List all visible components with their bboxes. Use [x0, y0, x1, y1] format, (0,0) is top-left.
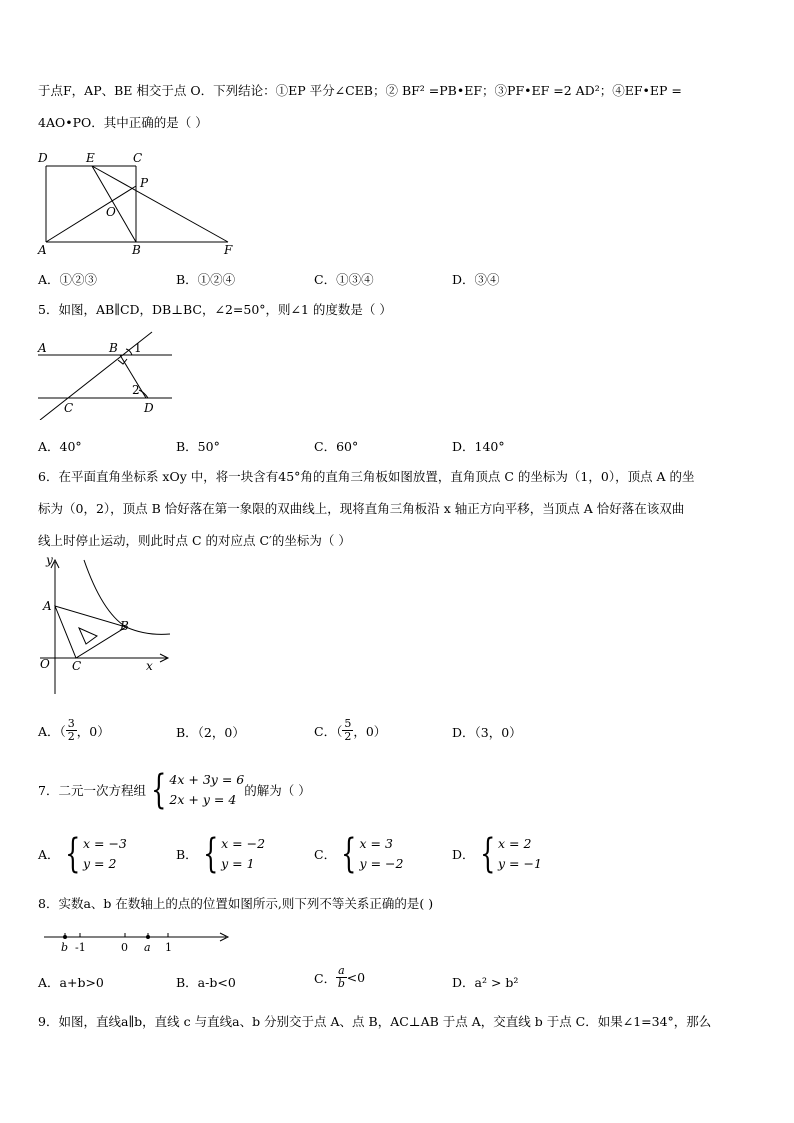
q7-question [38, 767, 311, 813]
q8-option-c-prefix: C． [314, 970, 337, 986]
q5-figure [36, 330, 176, 420]
q6-figure [36, 552, 176, 698]
q7-option-b[interactable] [176, 831, 266, 877]
q4-option-b[interactable]: B．①②④ [176, 272, 236, 287]
q6-label-C: C [72, 659, 82, 673]
q6-option-c-fraction [342, 718, 353, 743]
q5-option-b[interactable]: B．50° [176, 439, 220, 454]
q6-option-a-fraction [66, 718, 77, 743]
q5-label-2: 2 [132, 383, 140, 397]
q5-option-d[interactable]: D．140° [452, 439, 505, 454]
q6-text-line3: 线上时停止运动，则此时点 C 的对应点 C′的坐标为（ ） [38, 533, 351, 548]
q8-number-line [40, 926, 234, 956]
q7-suffix: 的解为（ ） [244, 783, 311, 798]
q7-option-d-eq2: y = −1 [497, 856, 542, 871]
q5-text: 5．如图，AB∥CD，DB⊥BC，∠2=50°，则∠1 的度数是（ ） [38, 302, 392, 317]
q9-text: 9．如图，直线a∥b，直线 c 与直线a、b 分别交于点 A、点 B，AC⊥AB 于点 A，交直线 b 于点 C．如果∠1=34°，那么 [38, 1014, 712, 1029]
q6-label-A: A [43, 599, 52, 613]
q4-label-A: A [38, 243, 47, 256]
q6-option-c-denominator: 2 [344, 730, 352, 743]
q4-label-P: P [140, 176, 149, 190]
q7-option-d-eq1: x = 2 [497, 836, 532, 851]
q6-label-y: y [46, 553, 53, 567]
q7-option-c-eq2: y = −2 [359, 856, 404, 871]
q7-option-a-brace-icon: { [64, 831, 80, 877]
q6-text-line1: 6．在平面直角坐标系 xOy 中，将一块含有45°角的直角三角板如图放置，直角顶点 C 的坐标为（1，0），顶点 A 的坐 [38, 469, 695, 484]
q8-option-c-fraction [336, 965, 347, 990]
q4-text-line1: 于点F，AP、BE 相交于点 O．下列结论：①EP 平分∠CEB；② BF² =PB•EF；③PF•EF =2 AD²；④EF•EP = [38, 83, 682, 98]
q5-label-C: C [64, 401, 74, 415]
q5-option-a[interactable]: A．40° [38, 439, 82, 454]
q4-option-d[interactable]: D．③④ [452, 272, 500, 287]
q7-option-c[interactable] [314, 831, 404, 877]
q7-option-b-eq2: y = 1 [221, 856, 255, 871]
q7-equation-2: 2x + y = 4 [169, 792, 237, 807]
q6-option-c-prefix: C．（ [314, 723, 343, 739]
q6-option-a-numerator: 3 [67, 717, 75, 730]
q7-option-c-brace-icon: { [341, 831, 357, 877]
q6-option-d[interactable]: D．（3，0） [452, 725, 522, 740]
q8-label-1: 1 [165, 941, 172, 954]
q6-option-a-denominator: 2 [67, 730, 75, 743]
q6-option-c-suffix: ，0） [353, 723, 387, 739]
q7-option-a[interactable] [38, 831, 127, 877]
q6-option-c[interactable] [314, 718, 386, 743]
q7-option-b-eq1: x = −2 [221, 836, 266, 851]
q4-figure [36, 148, 246, 256]
q8-option-c-suffix: <0 [346, 970, 366, 985]
q4-label-F: F [224, 243, 233, 256]
q7-option-a-eq2: y = 2 [82, 856, 117, 871]
q6-label-x: x [146, 659, 153, 673]
q4-label-B: B [132, 243, 141, 256]
q8-label-neg1: -1 [75, 941, 86, 954]
q7-prefix: 7．二元一次方程组 [38, 783, 146, 798]
q6-label-B: B [120, 619, 129, 633]
q8-option-c[interactable] [314, 965, 365, 990]
q7-brace-icon: { [151, 767, 167, 813]
q8-label-b: b [61, 941, 69, 954]
q7-option-d[interactable] [452, 831, 542, 877]
q7-equation-system [169, 770, 244, 810]
q6-option-b[interactable]: B．（2，0） [176, 725, 245, 740]
q7-equation-1: 4x + 3y = 6 [169, 772, 245, 787]
q4-option-a[interactable]: A．①②③ [38, 272, 98, 287]
q8-option-d[interactable]: D．a² > b² [452, 975, 519, 990]
q7-option-c-label: C． [314, 847, 337, 862]
q4-label-O: O [106, 205, 116, 219]
q4-label-E: E [86, 151, 95, 165]
q7-option-a-eq1: x = −3 [82, 836, 127, 851]
q7-option-a-label: A． [38, 847, 60, 862]
q8-option-a[interactable]: A．a+b>0 [38, 975, 104, 990]
q6-text-line2: 标为（0，2），顶点 B 恰好落在第一象限的双曲线上，现将直角三角板沿 x 轴正方向平移，当顶点 A 恰好落在该双曲 [38, 501, 685, 516]
q7-option-c-eq1: x = 3 [359, 836, 393, 851]
q6-option-a[interactable] [38, 718, 110, 743]
q8-text: 8．实数a、b 在数轴上的点的位置如图所示,则下列不等关系正确的是( ) [38, 896, 434, 911]
q4-text-line2: 4AO•PO．其中正确的是（ ） [38, 115, 208, 130]
q4-option-c[interactable]: C．①③④ [314, 272, 374, 287]
q7-option-b-brace-icon: { [202, 831, 219, 877]
q7-option-d-brace-icon: { [479, 831, 495, 877]
q6-option-a-suffix: ，0） [76, 723, 110, 739]
q7-option-b-label: B． [176, 847, 198, 862]
q8-option-c-denominator: b [337, 977, 345, 990]
q8-option-b[interactable]: B．a-b<0 [176, 975, 236, 990]
q6-option-c-numerator: 5 [344, 717, 352, 730]
q5-label-A: A [38, 341, 47, 355]
q4-label-D: D [38, 151, 48, 165]
q6-option-a-prefix: A．（ [38, 723, 66, 739]
q8-label-0: 0 [121, 941, 128, 954]
q5-label-B: B [109, 341, 118, 355]
q8-option-c-numerator: a [338, 964, 345, 977]
q7-option-d-label: D． [452, 847, 475, 862]
q8-label-a: a [144, 941, 151, 954]
q5-label-D: D [144, 401, 154, 415]
q5-label-1: 1 [134, 341, 142, 355]
q5-option-c[interactable]: C．60° [314, 439, 359, 454]
q6-label-O: O [40, 657, 50, 671]
q4-label-C: C [133, 151, 143, 165]
